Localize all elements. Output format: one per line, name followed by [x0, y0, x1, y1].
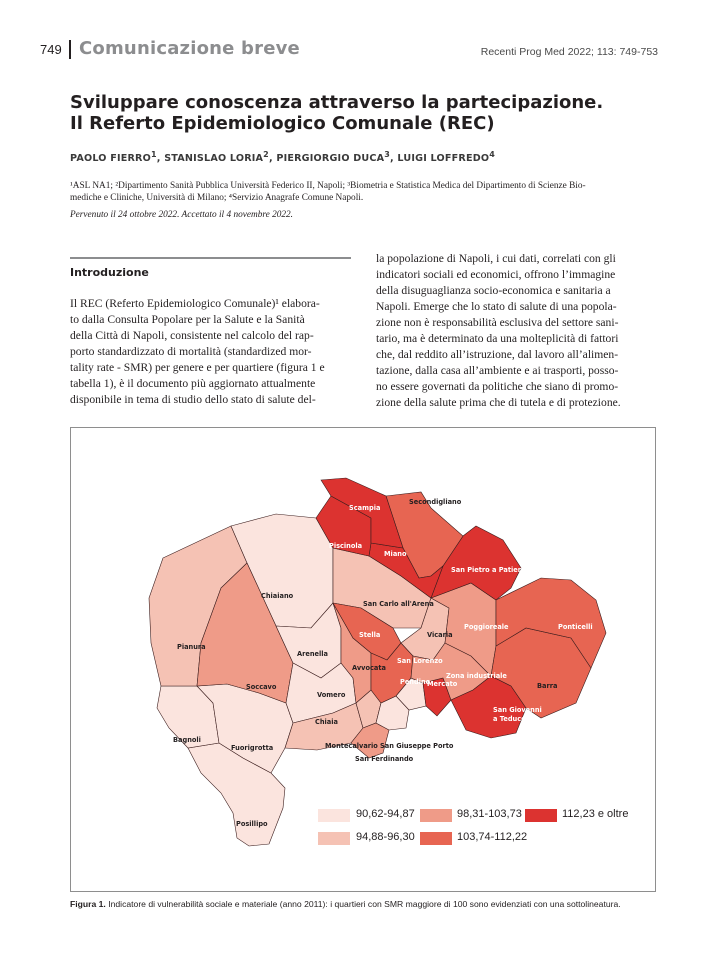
- legend-swatch: [525, 809, 557, 822]
- label-avvocata: Avvocata: [352, 664, 386, 672]
- text-line: porto standardizzato di mortalità (standardized mor-: [70, 345, 312, 358]
- section-rule: [70, 257, 351, 259]
- text-line: zione della salute prima che di tutela e di protezione.: [376, 396, 621, 409]
- affiliation-line: mediche e Cliniche, Università di Milano; ⁴Servizio Anagrafe Comune Napoli.: [70, 193, 364, 203]
- label-soccavo: Soccavo: [246, 683, 277, 691]
- label-pianura: Pianura: [177, 643, 206, 651]
- section-heading: Introduzione: [70, 266, 149, 279]
- label-barra: Barra: [537, 682, 558, 690]
- legend-swatch: [420, 809, 452, 822]
- legend-label: 103,74-112,22: [457, 831, 528, 843]
- author-affil-number: 2: [263, 150, 269, 159]
- text-line: indicatori sociali ed economici, offrono l’immagine: [376, 268, 616, 281]
- label-pendino: Pendino: [400, 678, 431, 686]
- author-affil-number: 4: [489, 150, 495, 159]
- label-scampia: Scampia: [349, 504, 381, 512]
- label-poggioreale: Poggioreale: [464, 623, 509, 631]
- author-affil-number: 3: [384, 150, 391, 159]
- legend-label: 94,88-96,30: [356, 831, 415, 843]
- author-affil-number: 1: [151, 150, 157, 159]
- figure-caption: [70, 899, 670, 909]
- legend-swatch: [318, 832, 350, 845]
- text-line: zione non è responsabilità esclusiva del settore sani-: [376, 316, 619, 329]
- text-line: tazione, dalla casa all’ambiente e ai trasporti, posso-: [376, 364, 619, 377]
- author-name: LUIGI LOFFREDO: [397, 153, 490, 165]
- text-line: to dalla Consulta Popolare per la Salute e la Sanità: [70, 313, 305, 326]
- page-number: 749: [40, 42, 62, 57]
- legend-swatch: [420, 832, 452, 845]
- affiliations: [70, 180, 660, 204]
- header-divider: [69, 40, 71, 59]
- text-column-left: [70, 296, 360, 408]
- label-piscinola: Piscinola: [329, 542, 363, 550]
- legend-swatch: [318, 809, 350, 822]
- text-line: della Città di Napoli, consistente nel calcolo del rap-: [70, 329, 314, 342]
- label-vicaria: Vicaria: [427, 631, 453, 639]
- label-san-giovanni: San Giovanni: [493, 706, 542, 714]
- article-title: [70, 92, 670, 134]
- text-line: Il REC (Referto Epidemiologico Comunale)¹ elabora-: [70, 297, 320, 310]
- label-arenella: Arenella: [297, 650, 328, 658]
- district-shapes: [149, 478, 606, 846]
- label-bagnoli: Bagnoli: [173, 736, 201, 744]
- label-mercato: Mercato: [427, 680, 458, 688]
- text-line: no essere governati da politiche che siano di promo-: [376, 380, 619, 393]
- text-line: che, dal reddito all’istruzione, dal lavoro all’alimen-: [376, 348, 619, 361]
- label-fuorigrotta: Fuorigrotta: [231, 744, 274, 752]
- section-label: Comunicazione breve: [79, 38, 300, 59]
- title-line: Sviluppare conoscenza attraverso la partecipazione.: [70, 92, 604, 113]
- label-ponticelli: Ponticelli: [558, 623, 593, 631]
- legend-label: 112,23 e oltre: [562, 808, 629, 820]
- label-secondigliano: Secondigliano: [409, 498, 462, 506]
- label-miano: Miano: [384, 550, 407, 558]
- title-line: Il Referto Epidemiologico Comunale (REC): [70, 113, 495, 134]
- author-name: PIERGIORGIO DUCA: [276, 153, 385, 165]
- text-line: Napoli. Emerge che lo stato di salute di una popola-: [376, 300, 617, 313]
- label-montecalvario: Montecalvario: [325, 742, 378, 750]
- text-line: della disuguaglianza socio-economica e sanitaria a: [376, 284, 611, 297]
- label-posillipo: Posillipo: [236, 820, 268, 828]
- author-name: STANISLAO LORIA: [164, 153, 264, 165]
- author-name: PAOLO FIERRO: [70, 153, 152, 165]
- caption-label: Figura 1.: [70, 899, 106, 909]
- text-line: tario, ma è determinato da una molteplicità di fattori: [376, 332, 619, 345]
- caption-text: Indicatore di vulnerabilità sociale e materiale (anno 2011): i quartieri con SMR maggiore di 100 sono evidenziati con una sottolineatura.: [108, 899, 621, 909]
- text-column-right: [376, 251, 664, 411]
- label-san-ferdinando: San Ferdinando: [355, 755, 414, 763]
- received-date: Pervenuto il 24 ottobre 2022. Accettato il 4 novembre 2022.: [70, 210, 293, 220]
- label-san-pietro: San Pietro a Patierno: [451, 566, 531, 574]
- text-line: la popolazione di Napoli, i cui dati, correlati con gli: [376, 252, 616, 265]
- label-zona-industriale: Zona industriale: [446, 672, 507, 680]
- label-san-carlo: San Carlo all'Arena: [363, 600, 434, 608]
- author-list: PAOLO FIERRO$^1$, STANISLAO LORIA$^2$, PIERGIORGIO DUCA$^3$, LUIGI LOFFREDO$^4$: [70, 150, 495, 165]
- text-line: tabella 1), è il documento più aggiornato attualmente: [70, 377, 316, 390]
- label-san-giuseppe-porto: San Giuseppe Porto: [380, 742, 454, 750]
- label-stella: Stella: [359, 631, 381, 639]
- label-vomero: Vomero: [317, 691, 346, 699]
- label-san-lorenzo: San Lorenzo: [397, 657, 443, 665]
- label-chiaiano: Chiaiano: [261, 592, 294, 600]
- text-line: tality rate - SMR) per genere e per quartiere (figura 1 e: [70, 361, 325, 374]
- label-chiaia: Chiaia: [315, 718, 338, 726]
- journal-citation: Recenti Prog Med 2022; 113: 749-753: [480, 46, 658, 58]
- naples-district-map: [71, 428, 655, 891]
- affiliation-line: ¹ASL NA1; ²Dipartimento Sanità Pubblica Università Federico II, Napoli; ³Biometria e Statistica Medica del Dipartimento di Scienze Bio-: [70, 181, 586, 191]
- text-line: disponibile in tema di studio dello stato di salute del-: [70, 393, 316, 406]
- legend-label: 90,62-94,87: [356, 808, 415, 820]
- label-san-giovanni-2: a Teduccio: [493, 715, 532, 723]
- legend-label: 98,31-103,73: [457, 808, 522, 820]
